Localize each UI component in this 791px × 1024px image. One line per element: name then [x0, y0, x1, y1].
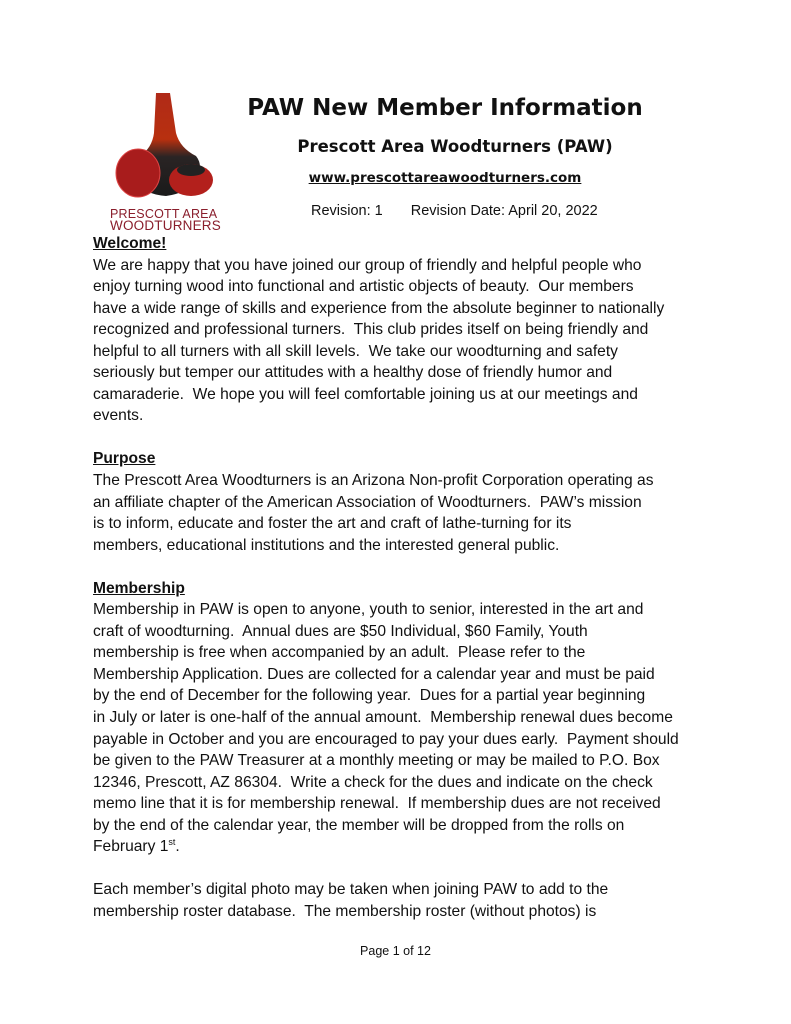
photo-text-line: Each member’s digital photo may be taken when joining PAW to add to the: [93, 881, 609, 899]
website-link[interactable]: www.prescottareawoodturners.com: [308, 170, 582, 186]
revision-number: Revision: 1: [311, 203, 383, 219]
membership-heading: Membership: [93, 579, 185, 597]
text: .: [175, 838, 180, 856]
text: February 1: [93, 838, 169, 856]
page-number: Page 1 of 12: [360, 944, 431, 958]
purpose-heading: Purpose: [93, 450, 156, 468]
photo-text-line: membership roster database. The membership roster (without photos) is: [93, 902, 597, 920]
logo-text: [110, 209, 221, 231]
purpose-text-line: The Prescott Area Woodturners is an Arizona Non-profit Corporation operating as: [93, 472, 654, 490]
welcome-text-line: We are happy that you have joined our group of friendly and helpful people who: [93, 256, 642, 274]
welcome-text-line: enjoy turning wood into functional and artistic objects of beauty. Our members: [93, 278, 634, 296]
membership-text-line: by the end of the calendar year, the member will be dropped from the rolls on: [93, 816, 625, 834]
revision-date: Revision Date: April 20, 2022: [410, 203, 598, 219]
logo-line1: PRESCOTT AREA: [110, 207, 218, 221]
document-body: [93, 233, 679, 923]
membership-text-line: by the end of December for the following year. Dues for a partial year beginning: [93, 687, 646, 705]
purpose-text-line: is to inform, educate and foster the art and craft of lathe-turning for its: [93, 515, 572, 533]
document-subtitle: Prescott Area Woodturners (PAW): [297, 137, 613, 156]
document-title: PAW New Member Information: [247, 95, 643, 121]
welcome-text-line: events.: [93, 407, 144, 425]
membership-text-line: in July or later is one-half of the annual amount. Membership renewal dues become: [93, 709, 673, 727]
membership-text-line: memo line that it is for membership renewal. If membership dues are not received: [93, 795, 661, 813]
welcome-text-line: seriously but temper our attitudes with a healthy dose of friendly humor and: [93, 364, 613, 382]
logo-line2: WOODTURNERS: [110, 218, 221, 233]
membership-text-line: [93, 836, 679, 858]
revision-info: [311, 203, 626, 219]
membership-text-line: membership is free when accompanied by an adult. Please refer to the: [93, 644, 586, 662]
welcome-heading: Welcome!: [93, 235, 167, 252]
welcome-text-line: camaraderie. We hope you will feel comfortable joining us at our meetings and: [93, 385, 638, 403]
membership-text-line: payable in October and you are encouraged to pay your dues early. Payment should: [93, 730, 679, 748]
purpose-text-line: members, educational institutions and the interested general public.: [93, 536, 560, 554]
welcome-text-line: helpful to all turners with all skill levels. We take our woodturning and safety: [93, 342, 618, 360]
blank-line: [93, 556, 679, 578]
purpose-text-line: an affiliate chapter of the American Association of Woodturners. PAW’s mission: [93, 493, 642, 511]
membership-text-line: be given to the PAW Treasurer at a monthly meeting or may be mailed to P.O. Box: [93, 752, 660, 770]
membership-text-line: 12346, Prescott, AZ 86304. Write a check for the dues and indicate on the check: [93, 773, 653, 791]
membership-text-line: craft of woodturning. Annual dues are $50 Individual, $60 Family, Youth: [93, 622, 588, 640]
welcome-text-line: have a wide range of skills and experience from the absolute beginner to nationally: [93, 299, 665, 317]
blank-line: [93, 427, 679, 449]
membership-text-line: Membership in PAW is open to anyone, youth to senior, interested in the art and: [93, 601, 644, 619]
blank-line: [93, 858, 679, 880]
membership-text-line: Membership Application. Dues are collected for a calendar year and must be paid: [93, 665, 655, 683]
superscript: st: [168, 837, 176, 848]
welcome-text-line: recognized and professional turners. This club prides itself on being friendly and: [93, 321, 649, 339]
